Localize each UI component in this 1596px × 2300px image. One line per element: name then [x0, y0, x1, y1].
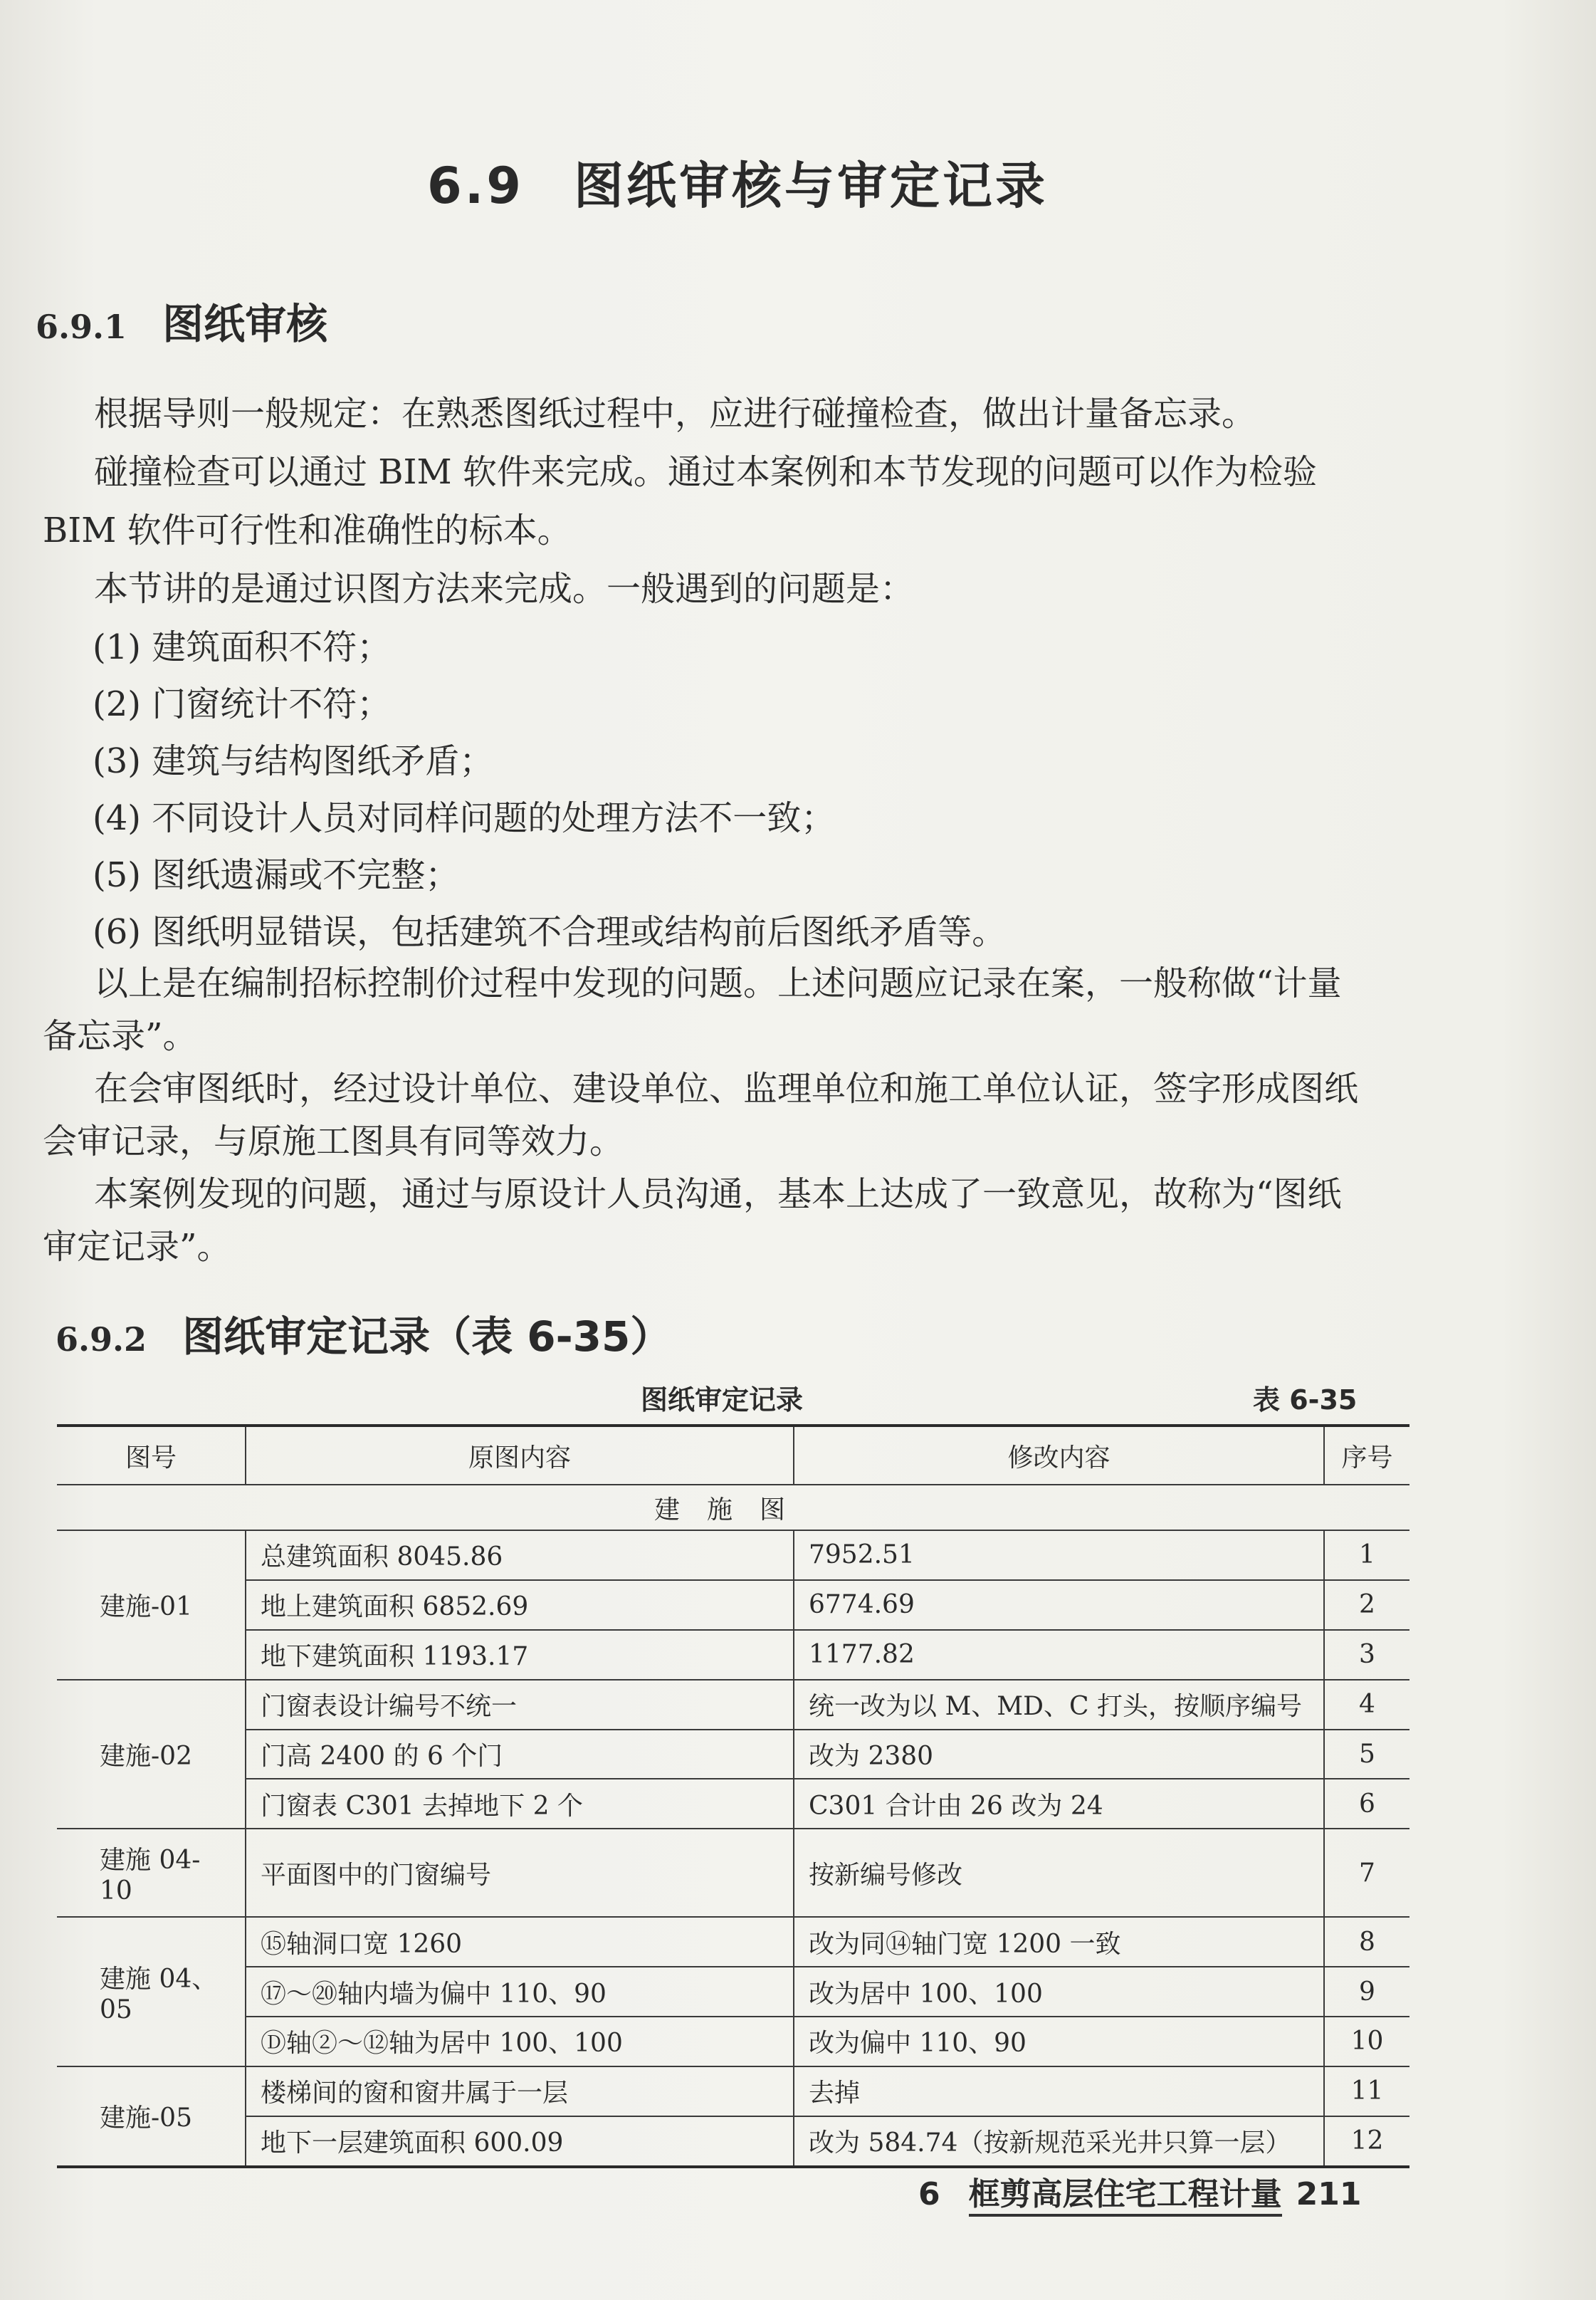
drawing-number: 建施-05: [57, 2066, 246, 2167]
original-content: 门高 2400 的 6 个门: [246, 1730, 794, 1779]
issue-item: (2) 门窗统计不符；: [93, 684, 392, 724]
original-content: 门窗表设计编号不统一: [246, 1680, 794, 1730]
original-content: 门窗表 C301 去掉地下 2 个: [246, 1779, 794, 1829]
revision-content: 按新编号修改: [794, 1829, 1324, 1917]
drawing-number: 建施-02: [57, 1680, 246, 1829]
revision-content: 1177.82: [794, 1630, 1324, 1680]
drawing-number: 建施-01: [57, 1530, 246, 1680]
revision-content: 7952.51: [794, 1530, 1324, 1580]
seq-number: 12: [1324, 2116, 1409, 2167]
issue-item: (6) 图纸明显错误，包括建筑不合理或结构前后图纸矛盾等。: [93, 912, 1007, 952]
original-content: ⑰～⑳轴内墙为偏中 110、90: [246, 1967, 794, 2017]
paragraph: 根据导则一般规定：在熟悉图纸过程中，应进行碰撞检查，做出计量备忘录。: [94, 394, 1256, 434]
seq-number: 5: [1324, 1730, 1409, 1779]
paragraph: 以上是在编制招标控制价过程中发现的问题。上述问题应记录在案，一般称做“计量: [94, 963, 1342, 1003]
paragraph: BIM 软件可行性和准确性的标本。: [43, 511, 572, 550]
page-number: 211: [1296, 2176, 1362, 2212]
subsection-title-1: 6.9.1 图纸审核: [36, 300, 328, 348]
seq-number: 11: [1324, 2066, 1409, 2116]
drawing-number: 建施 04、05: [57, 1917, 246, 2066]
table-row: [57, 1967, 1409, 2017]
paragraph: 本案例发现的问题，通过与原设计人员沟通，基本上达成了一致意见，故称为“图纸: [94, 1174, 1342, 1214]
section-title: 6.9 图纸审核与审定记录: [427, 157, 1049, 215]
table-row: [57, 1530, 1409, 1580]
table-row: [57, 2066, 1409, 2116]
table-row: [57, 1680, 1409, 1730]
original-content: 地上建筑面积 6852.69: [246, 1580, 794, 1630]
table-header-row: [57, 1426, 1409, 1485]
seq-number: 2: [1324, 1580, 1409, 1630]
seq-number: 7: [1324, 1829, 1409, 1917]
subsection-title-2: 6.9.2 图纸审定记录（表 6-35）: [56, 1312, 672, 1361]
original-content: 地下建筑面积 1193.17: [246, 1630, 794, 1680]
paragraph: 碰撞检查可以通过 BIM 软件来完成。通过本案例和本节发现的问题可以作为检验: [94, 452, 1317, 492]
paragraph: 本节讲的是通过识图方法来完成。一般遇到的问题是：: [94, 569, 915, 609]
header-seq: 序号: [1324, 1426, 1409, 1485]
revision-content: C301 合计由 26 改为 24: [794, 1779, 1324, 1829]
table-row: [57, 2116, 1409, 2167]
original-content: 楼梯间的窗和窗井属于一层: [246, 2066, 794, 2116]
original-content: 总建筑面积 8045.86: [246, 1530, 794, 1580]
category-row: [57, 1485, 1409, 1530]
table-row: [57, 1829, 1409, 1917]
issue-item: (4) 不同设计人员对同样问题的处理方法不一致；: [93, 798, 836, 838]
seq-number: 1: [1324, 1530, 1409, 1580]
seq-number: 6: [1324, 1779, 1409, 1829]
page-footer: [918, 2168, 1361, 2214]
original-content: Ⓓ轴②～⑫轴为居中 100、100: [246, 2017, 794, 2066]
seq-number: 4: [1324, 1680, 1409, 1730]
table-row: [57, 2017, 1409, 2066]
header-original: 原图内容: [246, 1426, 794, 1485]
table-row: [57, 1630, 1409, 1680]
paragraph: 备忘录”。: [43, 1016, 197, 1056]
paragraph: 会审记录，与原施工图具有同等效力。: [43, 1122, 624, 1161]
header-drawing: 图号: [57, 1426, 246, 1485]
header-revision: 修改内容: [794, 1426, 1324, 1485]
seq-number: 8: [1324, 1917, 1409, 1967]
revision-content: 改为同⑭轴门宽 1200 一致: [794, 1917, 1324, 1967]
category-label: 建施图: [57, 1485, 1409, 1530]
seq-number: 9: [1324, 1967, 1409, 2017]
footer-title: 框剪高层住宅工程计量: [969, 2176, 1282, 2217]
table-number: 表 6-35: [1253, 1384, 1358, 1416]
revision-content: 改为偏中 110、90: [794, 2017, 1324, 2066]
table-row: [57, 1580, 1409, 1630]
footer-chapter: 6: [918, 2176, 940, 2212]
drawing-number: 建施 04-10: [57, 1829, 246, 1917]
table-row: [57, 1779, 1409, 1829]
issue-item: (1) 建筑面积不符；: [93, 627, 392, 667]
revision-content: 6774.69: [794, 1580, 1324, 1630]
table-row: [57, 1730, 1409, 1779]
table-row: [57, 1917, 1409, 1967]
issue-item: (3) 建筑与结构图纸矛盾；: [93, 741, 494, 781]
paragraph: 审定记录”。: [43, 1227, 231, 1267]
table-caption: 图纸审定记录: [641, 1384, 804, 1416]
seq-number: 3: [1324, 1630, 1409, 1680]
revision-content: 去掉: [794, 2066, 1324, 2116]
paragraph: 在会审图纸时，经过设计单位、建设单位、监理单位和施工单位认证，签字形成图纸: [94, 1069, 1359, 1109]
original-content: ⑮轴洞口宽 1260: [246, 1917, 794, 1967]
original-content: 平面图中的门窗编号: [246, 1829, 794, 1917]
revision-content: 改为 584.74（按新规范采光井只算一层）: [794, 2116, 1324, 2167]
review-record-table: [57, 1424, 1409, 2168]
revision-content: 改为居中 100、100: [794, 1967, 1324, 2017]
original-content: 地下一层建筑面积 600.09: [246, 2116, 794, 2167]
seq-number: 10: [1324, 2017, 1409, 2066]
issue-item: (5) 图纸遗漏或不完整；: [93, 855, 460, 895]
revision-content: 改为 2380: [794, 1730, 1324, 1779]
revision-content: 统一改为以 M、MD、C 打头，按顺序编号: [794, 1680, 1324, 1730]
